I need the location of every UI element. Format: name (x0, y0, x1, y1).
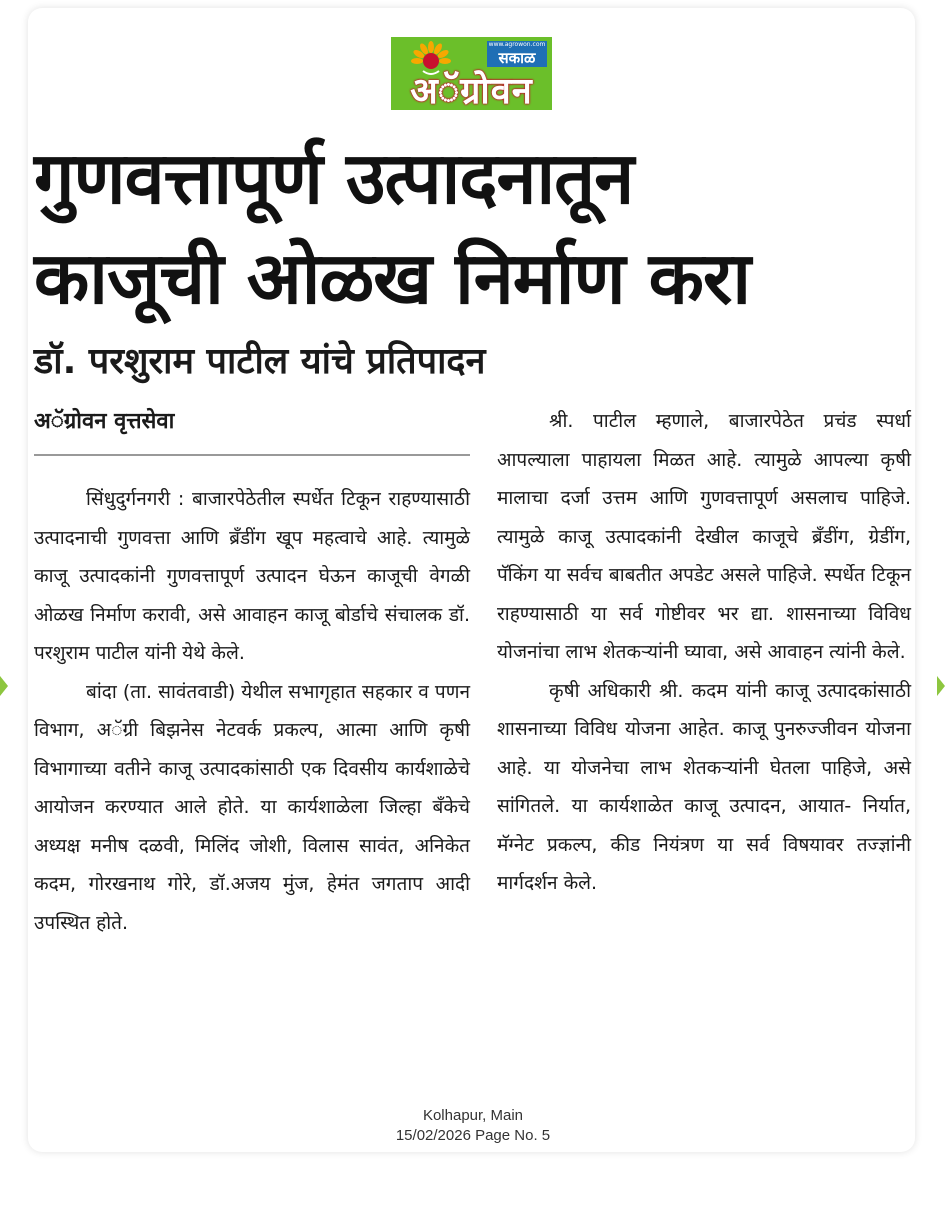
date-page-label: 15/02/2026 Page No. 5 (395, 1127, 551, 1144)
logo-url: www.agrowon.com (488, 41, 546, 48)
headline-line-2: काजूची ओळख निर्माण करा (34, 236, 750, 320)
right-arrow-icon[interactable] (937, 676, 945, 696)
brand-name: अॅग्रोवन (410, 71, 533, 110)
byline-divider (34, 454, 470, 456)
paragraph: कृषी अधिकारी श्री. कदम यांनी काजू उत्पादकांसाठी शासनाच्या विविध योजना आहेत. काजू पुनरुज्जीवन योजना आहे. या योजनेचा लाभ शेतकऱ्यांनी घेतला पाहिजे, असे सांगितले. या कार्यशाळेत काजू उत्पादन, आयात- निर्यात, मॅग्नेट प्रकल्प, कीड नियंत्रण या सर्व विषयावर तज्ज्ञांनी मार्गदर्शन केले. (497, 679, 911, 894)
publisher-name: सकाळ (487, 49, 547, 67)
paragraph: श्री. पाटील म्हणाले, बाजारपेठेत प्रचंड स्पर्धा आपल्याला पाहायला मिळत आहे. त्यामुळे आपल्या कृषी मालाचा दर्जा उत्तम आणि गुणवत्तापूर्ण असलाच पाहिजे. त्यामुळे काजू उत्पादकांनी देखील काजूचे ब्रॅंडींग, ग्रेडींग, पॅकिंग या सर्वच बाबतीत अपडेट असले पाहिजे. स्पर्धेत टिकून राहण्यासाठी या सर्व गोष्टीवर भर द्या. शासनाच्या विविध योजनांचा लाभ शेतकऱ्यांनी घ्यावा, असे आवाहन त्यांनी केले. (497, 410, 911, 663)
subheadline: डॉ. परशुराम पाटील यांचे प्रतिपादन (34, 341, 486, 382)
page-footer (300, 1106, 646, 1146)
article-column-right (497, 402, 911, 903)
paragraph: सिंधुदुर्गनगरी : बाजारपेठेतील स्पर्धेत टिकून राहण्यासाठी उत्पादनाची गुणवत्ता आणि ब्रॅंडींग खूप महत्वाचे आहे. त्यामुळे काजू उत्पादकांनी गुणवत्तापूर्ण उत्पादन घेऊन काजूची वेगळी ओळख निर्माण करावी, असे आवाहन काजू बोर्डाचे संचालक डॉ. परशुराम पाटील यांनी येथे केले. (34, 488, 470, 664)
agrowon-logo (391, 37, 552, 110)
headline-line-1: गुणवत्तापूर्ण उत्पादनातून (34, 136, 634, 220)
edition-label: Kolhapur, Main (422, 1107, 524, 1124)
left-arrow-icon[interactable] (0, 676, 8, 696)
headline (34, 128, 854, 328)
article-column-left (34, 480, 470, 942)
byline: अॅग्रोवन वृत्तसेवा (34, 409, 175, 434)
paragraph: बांदा (ता. सावंतवाडी) येथील सभागृहात सहकार व पणन विभाग, अॅग्री बिझनेस नेटवर्क प्रकल्प, आत्मा आणि कृषी विभागाच्या वतीने काजू उत्पादकांसाठी एक दिवसीय कार्यशाळेचे आयोजन करण्यात आले होते. या कार्यशाळेला जिल्हा बॅंकेचे अध्यक्ष मनीष दळवी, मिलिंद जोशी, विलास सावंत, अनिकेत कदम, गोरखनाथ गोरे, डॉ.अजय मुंज, हेमंत जगताप आदी उपस्थित होते. (34, 680, 470, 934)
